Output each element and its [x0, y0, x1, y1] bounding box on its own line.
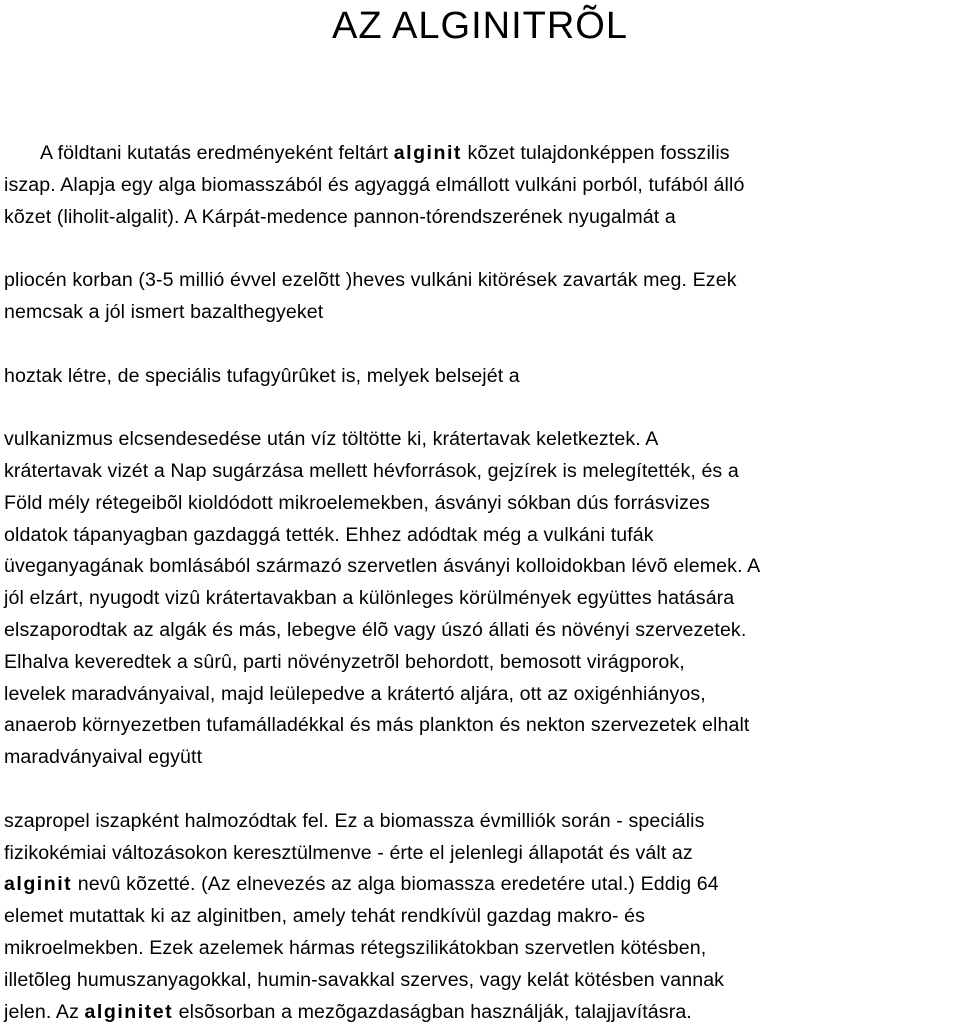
text-line: iszap. Alapja egy alga biomasszából és agyaggá elmállott vulkáni porból, tufából álló	[4, 173, 745, 196]
text-line: maradványaival együtt	[4, 746, 203, 769]
text-line	[4, 997, 956, 1028]
blank-line	[4, 774, 956, 806]
text-line: fizikokémiai változásokon keresztülmenve - érte el jelenlegi állapotát és vált az	[4, 841, 693, 864]
text-line: oldatok tápanyagban gazdaggá tették. Ehhez adódtak még a vulkáni tufák	[4, 523, 654, 546]
text-line: jól elzárt, nyugodt vizû krátertavakban a különleges körülmények együttes hatására	[4, 587, 735, 610]
text-line: mikroelmekben. Ezek azelemek hármas rétegszilikátokban szervetlen kötésben,	[4, 936, 707, 959]
text-line: nemcsak a jól ismert bazalthegyeket	[4, 300, 324, 323]
blank-line	[4, 233, 956, 265]
text-run: elsõsorban a mezõgazdaságban használják, talajjavításra.	[173, 1000, 692, 1023]
text-run: jelen. Az	[4, 1000, 85, 1023]
text-line: krátertavak vizét a Nap sugárzása mellett hévforrások, gejzírek is melegítették, és a	[4, 459, 739, 482]
text-line: üveganyagának bomlásából származó szervetlen ásványi kolloidokban lévõ elemek. A	[4, 555, 761, 578]
text-line: anaerob környezetben tufamálladékkal és más plankton és nekton szervezetek elhalt	[4, 714, 750, 737]
blank-line	[4, 329, 956, 361]
text-line: Elhalva keveredtek a sûrû, parti növényzetrõl behordott, bemosott virágporok,	[4, 650, 685, 673]
text-line: elszaporodtak az algák és más, lebegve élõ vagy úszó állati és növényi szervezetek.	[4, 618, 747, 641]
document-body	[4, 138, 956, 1028]
text-line: Föld mély rétegeibõl kioldódott mikroelemekben, ásványi sókban dús forrásvizes	[4, 491, 710, 514]
blank-line	[4, 392, 956, 424]
text-line: pliocén korban (3-5 millió évvel ezelõtt )heves vulkáni kitörések zavarták meg. Ezek	[4, 269, 737, 292]
keyword-alginit: alginit	[4, 873, 73, 896]
text-line: levelek maradványaival, majd leülepedve a krátertó aljára, ott az oxigénhiányos,	[4, 682, 706, 705]
text-line	[4, 869, 956, 901]
text-line: elemet mutattak ki az alginitben, amely tehát rendkívül gazdag makro- és	[4, 905, 646, 928]
text-run: kõzet tulajdonképpen fosszilis	[461, 142, 730, 164]
text-line: szapropel iszapként halmozódtak fel. Ez a biomassza évmilliók során - speciális	[4, 809, 705, 832]
text-run: nevû kõzetté. (Az elnevezés az alga biomassza eredetére utal.) Eddig 64	[72, 873, 719, 896]
text-run: A földtani kutatás eredményeként feltárt	[40, 142, 394, 164]
text-line: kõzet (liholit-algalit). A Kárpát-medence pannon-tórendszerének nyugalmát a	[4, 205, 676, 228]
text-line: hoztak létre, de speciális tufagyûrûket is, melyek belsejét a	[4, 364, 520, 387]
keyword-alginit: alginit	[393, 142, 462, 164]
keyword-alginitet: alginitet	[84, 1000, 174, 1023]
document-title: AZ ALGINITRÕL	[332, 5, 628, 47]
text-line: illetõleg humuszanyagokkal, humin-savakkal szerves, vagy kelát kötésben vannak	[4, 968, 725, 991]
text-line: vulkanizmus elcsendesedése után víz töltötte ki, krátertavak keletkeztek. A	[4, 428, 659, 451]
text-line	[4, 138, 956, 170]
